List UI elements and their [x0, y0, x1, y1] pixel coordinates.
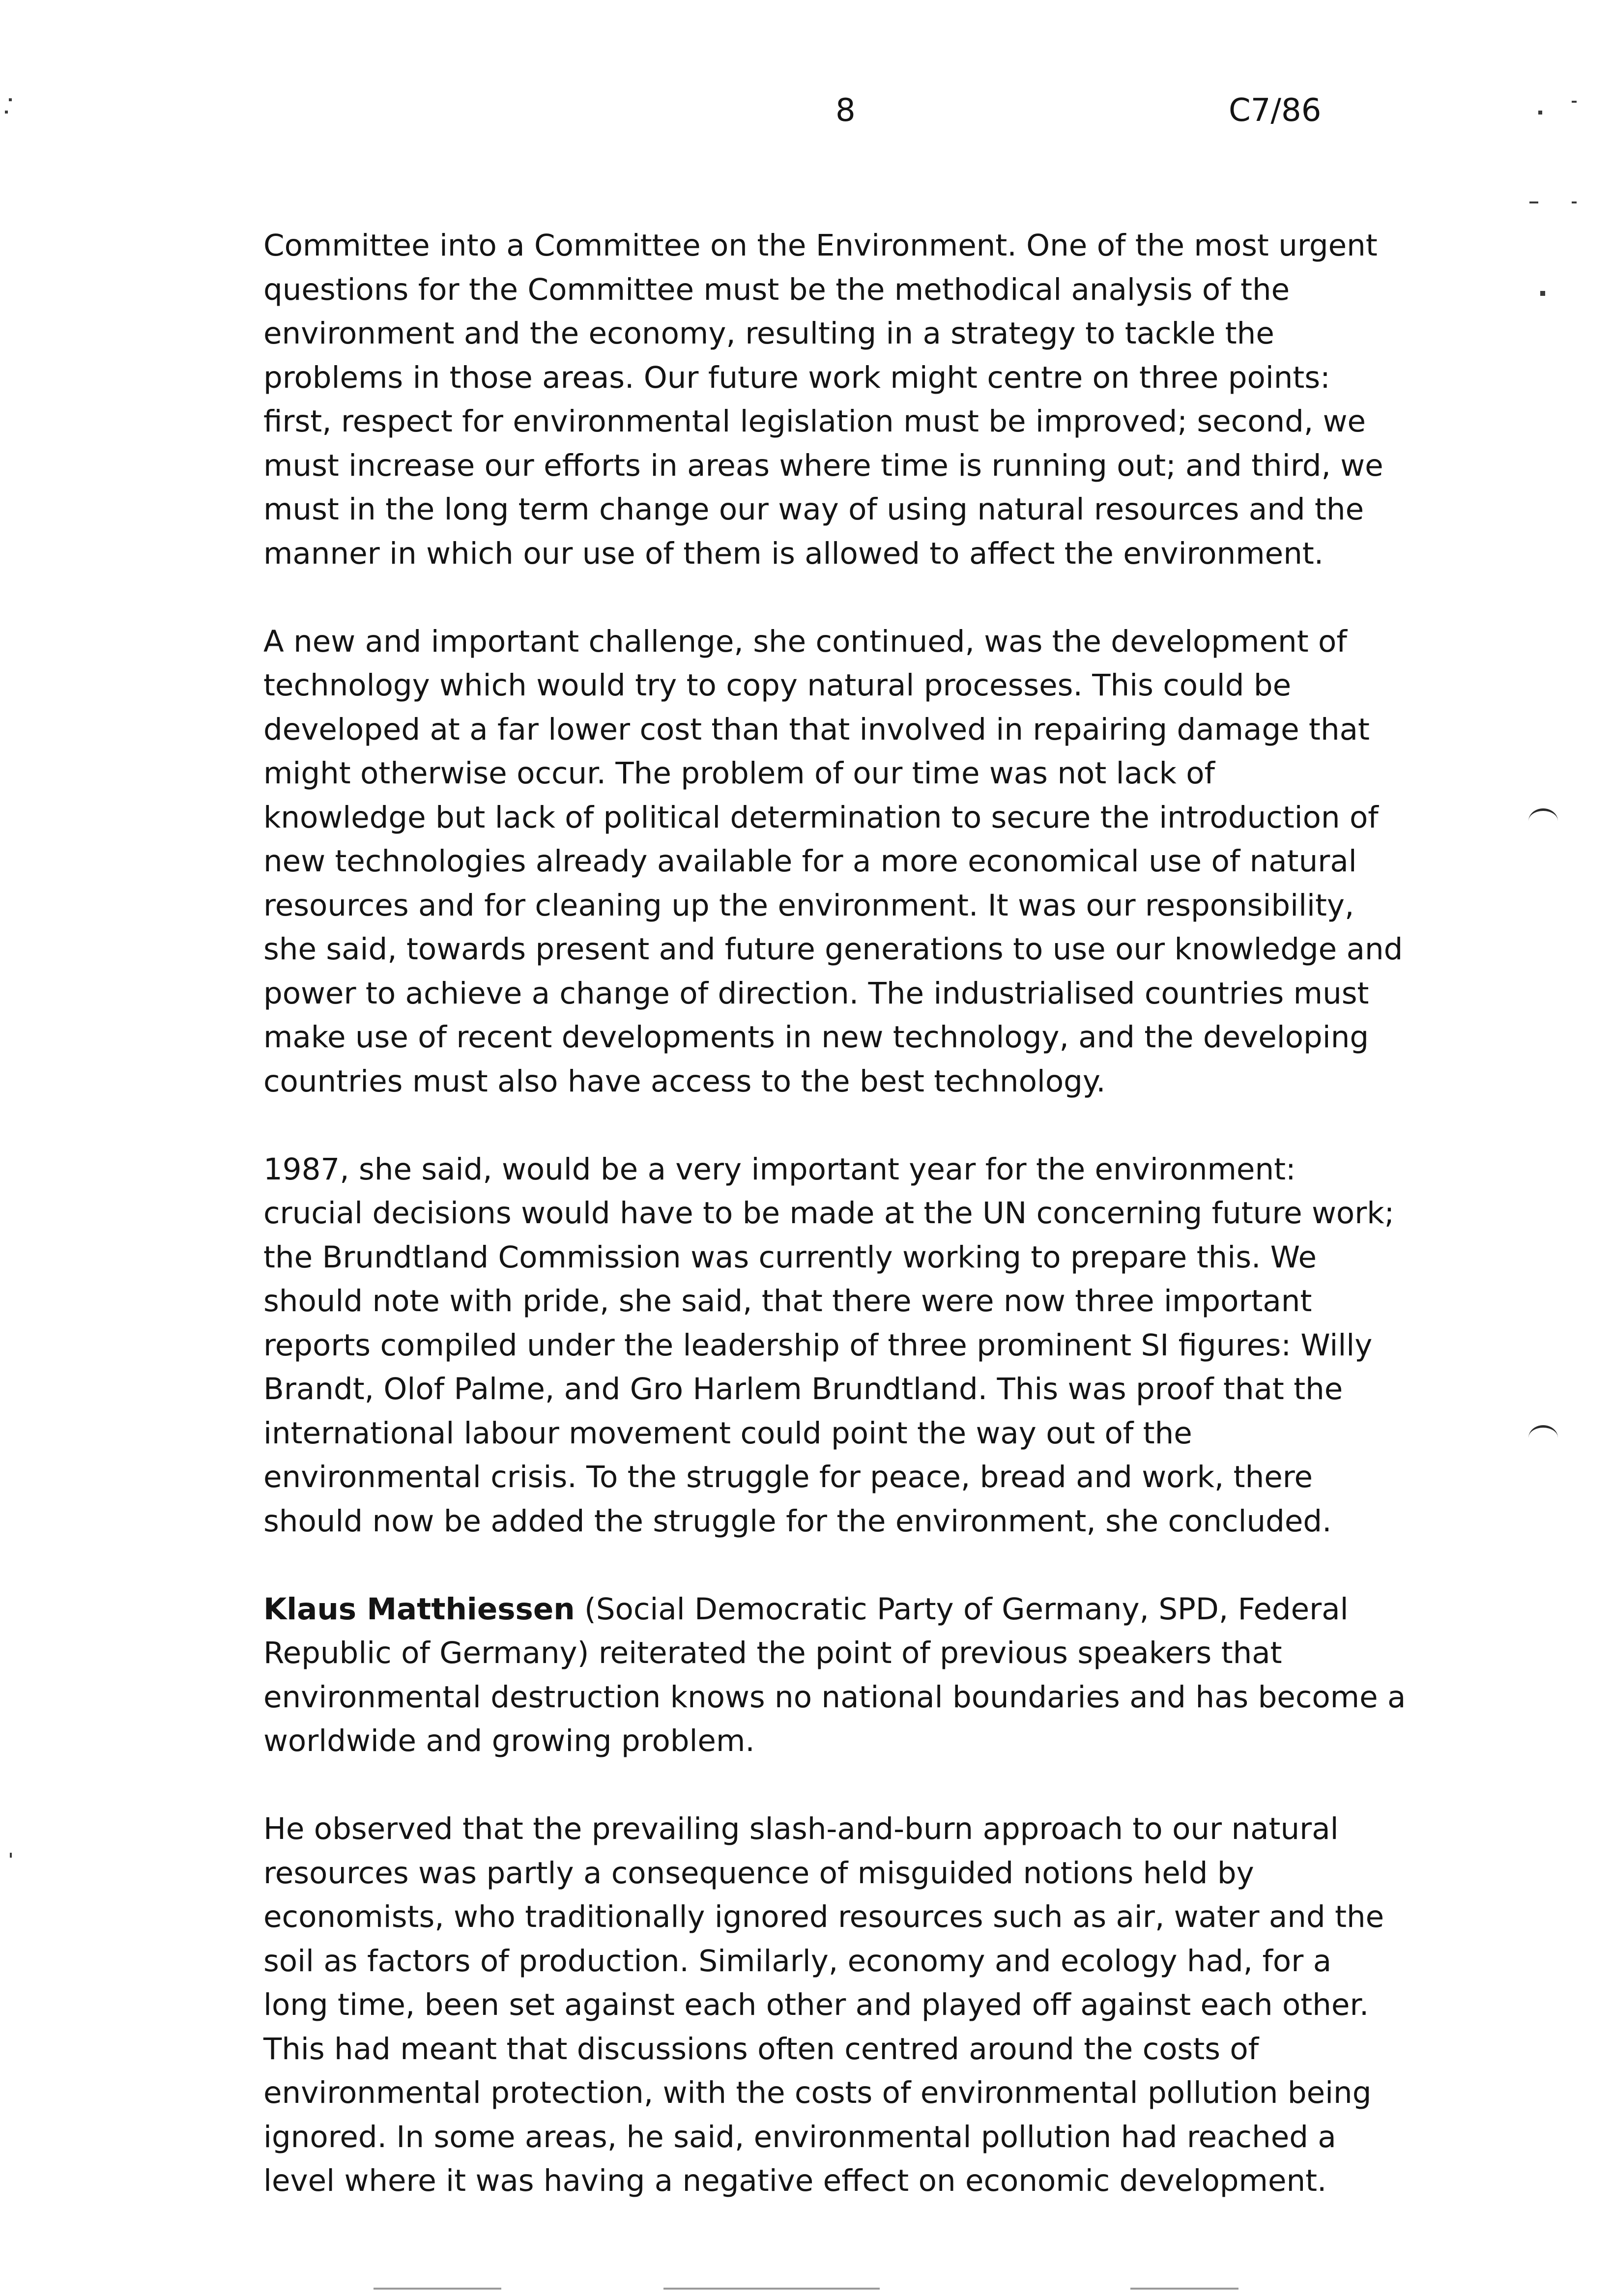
- document-body: [263, 224, 1443, 2247]
- text-line: A new and important challenge, she continued, was the development of: [263, 624, 1347, 659]
- text-line: countries must also have access to the best technology.: [263, 1063, 1106, 1099]
- scan-speck: [10, 1853, 12, 1858]
- document-reference: C7/86: [1229, 92, 1322, 129]
- paragraph-1987: [263, 1148, 1443, 1544]
- scan-speck: [1529, 201, 1538, 203]
- text-line: international labour movement could point the way out of the: [263, 1415, 1192, 1451]
- text-line: technology which would try to copy natural processes. This could be: [263, 668, 1292, 703]
- text-line: crucial decisions would have to be made at the UN concerning future work;: [263, 1196, 1395, 1231]
- text-line: level where it was having a negative effect on economic development.: [263, 2163, 1327, 2198]
- text-line: power to achieve a change of direction. The industrialised countries must: [263, 976, 1369, 1011]
- text-line: first, respect for environmental legislation must be improved; second, we: [263, 404, 1366, 439]
- scan-speck: [1572, 201, 1577, 203]
- scan-hook-mark: [1528, 808, 1558, 824]
- scan-hook-mark: [1528, 1425, 1558, 1440]
- text-line: new technologies already available for a more economical use of natural: [263, 844, 1357, 879]
- text-line: the Brundtland Commission was currently working to prepare this. We: [263, 1239, 1317, 1275]
- text-line: knowledge but lack of political determination to secure the introduction of: [263, 800, 1379, 835]
- paragraph-technology: [263, 620, 1443, 1104]
- scan-speck: [1540, 291, 1545, 296]
- text-line: reports compiled under the leadership of three prominent SI figures: Willy: [263, 1327, 1373, 1363]
- text-line: environmental protection, with the costs of environmental pollution being: [263, 2075, 1372, 2110]
- scan-speck: [9, 98, 12, 101]
- scan-bottom-rule: [1130, 2288, 1238, 2290]
- scan-bottom-rule: [663, 2288, 880, 2290]
- paragraph-slash-and-burn: [263, 1807, 1443, 2203]
- text-line: must in the long term change our way of using natural resources and the: [263, 492, 1364, 527]
- text-line: resources and for cleaning up the environment. It was our responsibility,: [263, 888, 1354, 923]
- text-line: she said, towards present and future generations to use our knowledge and: [263, 932, 1403, 967]
- text-line: environment and the economy, resulting in a strategy to tackle the: [263, 316, 1274, 351]
- paragraph-matthiessen: [263, 1587, 1443, 1763]
- text-line: [263, 1587, 1443, 1632]
- text-line: questions for the Committee must be the methodical analysis of the: [263, 272, 1290, 307]
- text-line: 1987, she said, would be a very important year for the environment:: [263, 1151, 1296, 1187]
- text-line: Committee into a Committee on the Environment. One of the most urgent: [263, 228, 1378, 263]
- text-line: ignored. In some areas, he said, environmental pollution had reached a: [263, 2119, 1336, 2154]
- text-line: He observed that the prevailing slash-and-burn approach to our natural: [263, 1811, 1339, 1846]
- scan-speck: [1572, 101, 1577, 103]
- text-line: must increase our efforts in areas where time is running out; and third, we: [263, 448, 1383, 483]
- text-line: environmental destruction knows no national boundaries and has become a: [263, 1679, 1406, 1715]
- text-line: worldwide and growing problem.: [263, 1723, 755, 1758]
- text-line: might otherwise occur. The problem of our time was not lack of: [263, 756, 1215, 791]
- text-line: problems in those areas. Our future work might centre on three points:: [263, 360, 1330, 395]
- speaker-affiliation: (Social Democratic Party of Germany, SPD, Federal: [575, 1591, 1349, 1627]
- text-line: should note with pride, she said, that there were now three important: [263, 1284, 1312, 1319]
- text-line: should now be added the struggle for the environment, she concluded.: [263, 1503, 1332, 1539]
- text-line: soil as factors of production. Similarly, economy and ecology had, for a: [263, 1943, 1332, 1979]
- text-line: resources was partly a consequence of misguided notions held by: [263, 1855, 1254, 1891]
- page-number: 8: [835, 92, 856, 129]
- text-line: long time, been set against each other and played off against each other.: [263, 1987, 1369, 2022]
- text-line: economists, who traditionally ignored resources such as air, water and the: [263, 1899, 1384, 1934]
- speaker-name: Klaus Matthiessen: [263, 1591, 575, 1627]
- text-line: This had meant that discussions often centred around the costs of: [263, 2031, 1259, 2066]
- text-line: Brandt, Olof Palme, and Gro Harlem Brundtland. This was proof that the: [263, 1372, 1343, 1406]
- scan-speck: [5, 111, 8, 114]
- text-line: make use of recent developments in new technology, and the developing: [263, 1020, 1369, 1055]
- scan-speck: [1538, 111, 1542, 115]
- text-line: developed at a far lower cost than that involved in repairing damage that: [263, 712, 1370, 747]
- paragraph-committee: [263, 224, 1443, 575]
- text-line: manner in which our use of them is allowed to affect the environment.: [263, 536, 1324, 571]
- scan-bottom-rule: [374, 2288, 501, 2290]
- text-line: environmental crisis. To the struggle for peace, bread and work, there: [263, 1460, 1313, 1494]
- text-line: Republic of Germany) reiterated the point of previous speakers that: [263, 1636, 1282, 1670]
- page-header: [0, 92, 1612, 142]
